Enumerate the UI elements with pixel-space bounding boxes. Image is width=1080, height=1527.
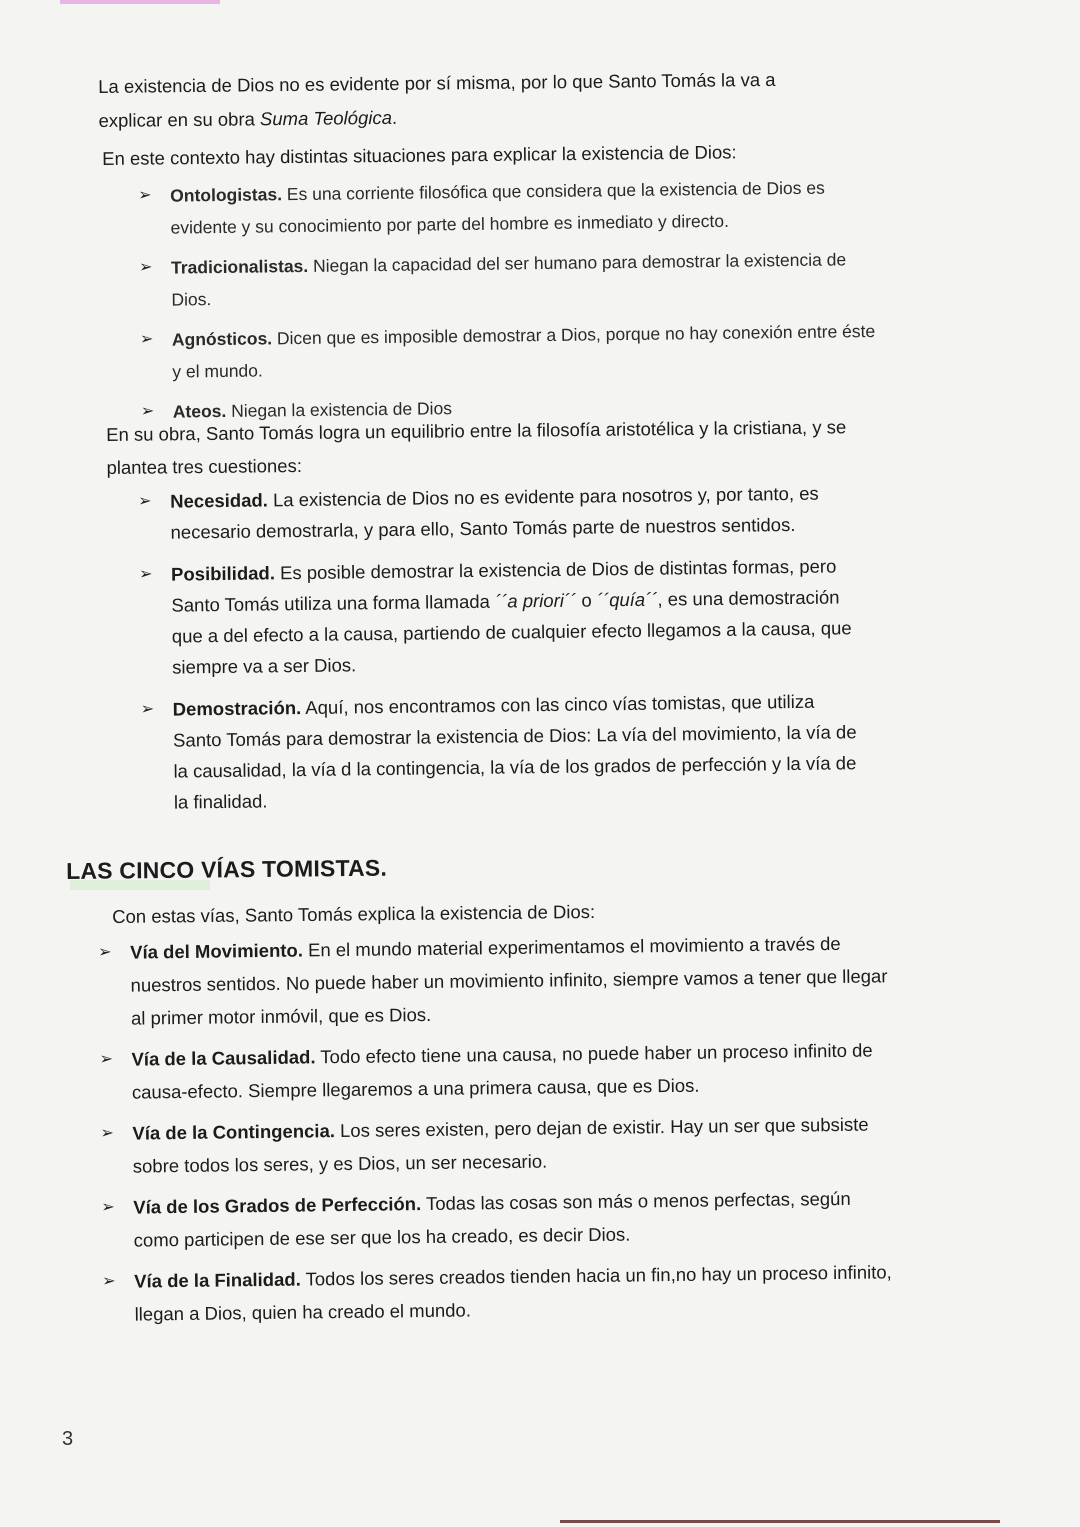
positions-list <box>138 171 881 436</box>
list-item <box>100 1107 891 1183</box>
list-item <box>138 171 879 244</box>
top-decoration <box>60 0 220 4</box>
term-text: Dicen que es imposible demostrar a Dios, porque no hay conexión entre éste y el mundo. <box>172 321 876 382</box>
term-text: En el mundo material experimentamos el movimiento a través de nuestros sentidos. No puede haber un movimiento infinito, siempre vamos a tener que llegar al primer motor inmóvil, que es Dios. <box>130 932 888 1029</box>
term-label: Vía de la Contingencia. <box>132 1120 336 1144</box>
questions-list <box>138 477 862 829</box>
term-text: Todos los seres creados tienden hacia un fin,no hay un proceso infinito, llegan a Dios, quien ha creado el mundo. <box>134 1261 892 1325</box>
list-item <box>102 1255 893 1331</box>
term-text: Aquí, nos encontramos con las cinco vías tomistas, que utiliza Santo Tomás para demostrar la existencia de Dios: La vía del movimiento, la vía de la causalidad, la vía d la contingencia, la vía de los grados de perfección y la vía de la finalidad. <box>172 690 857 813</box>
term-label: Posibilidad. <box>170 562 276 585</box>
list-item <box>141 685 862 818</box>
intro-paragraph <box>98 62 839 138</box>
section-intro: Con estas vías, Santo Tomás explica la existencia de Dios: <box>112 900 596 927</box>
arrow-bullet-icon: ➢ <box>101 1198 115 1216</box>
list-item <box>139 550 860 683</box>
term-text: Los seres existen, pero dejan de existir. Hay un ser que subsiste sobre todos los seres, y es Dios, un ser necesario. <box>132 1113 869 1177</box>
arrow-bullet-icon: ➢ <box>140 402 155 420</box>
intro-text: La existencia de Dios no es evidente por sí misma, por lo que Santo Tomás la va a explicar en su obra <box>98 68 776 131</box>
term-text: Todas las cosas son más o menos perfectas, según como participen de ese ser que los ha creado, es decir Dios. <box>133 1187 851 1251</box>
section-heading: LAS CINCO VÍAS TOMISTAS. <box>66 854 388 884</box>
intro-end: . <box>391 106 398 128</box>
a-priori-term: ´´a priori´´ <box>494 589 577 612</box>
term-label: Demostración. <box>172 697 302 720</box>
list-item <box>138 477 859 548</box>
term-text: Es una corriente filosófica que considera que la existencia de Dios es evidente y su conocimiento por parte del hombre es inmediato y directo. <box>170 177 825 238</box>
arrow-bullet-icon: ➢ <box>99 1050 114 1068</box>
term-label: Vía del Movimiento. <box>130 939 304 963</box>
list-item <box>139 243 880 316</box>
vias-list <box>98 926 893 1339</box>
arrow-bullet-icon: ➢ <box>138 258 153 276</box>
list-item <box>99 1033 890 1109</box>
arrow-bullet-icon: ➢ <box>138 565 153 583</box>
connector-text: o <box>576 589 597 611</box>
term-label: Ontologistas. <box>170 184 283 206</box>
obra-paragraph: En su obra, Santo Tomás logra un equilibrio entre la filosofía aristotélica y la cristiana, y se plantea tres cuestiones: <box>106 416 847 478</box>
list-item <box>98 926 889 1035</box>
term-label: Vía de la Finalidad. <box>134 1268 301 1292</box>
list-item <box>140 315 881 388</box>
term-label: Agnósticos. <box>171 328 273 350</box>
term-text: Niegan la existencia de Dios <box>226 398 453 421</box>
arrow-bullet-icon: ➢ <box>139 330 154 348</box>
term-label: Necesidad. <box>170 489 268 512</box>
arrow-bullet-icon: ➢ <box>98 943 112 961</box>
term-text: La existencia de Dios no es evidente para nosotros y, por tanto, es necesario demostrarla, y para ello, Santo Tomás parte de nuestros sentidos. <box>170 482 819 543</box>
term-label: Vía de la Causalidad. <box>131 1046 316 1070</box>
context-paragraph: En este contexto hay distintas situaciones para explicar la existencia de Dios: <box>102 141 737 169</box>
term-text: Todo efecto tiene una causa, no puede haber un proceso infinito de causa-efecto. Siempre llegaremos a una primera causa, que es Dios. <box>131 1039 873 1103</box>
term-label: Vía de los Grados de Perfección. <box>133 1193 422 1218</box>
list-item <box>101 1181 892 1257</box>
page-number: 3 <box>62 1428 74 1450</box>
arrow-bullet-icon: ➢ <box>102 1272 116 1290</box>
term-label: Ateos. <box>172 400 227 422</box>
arrow-bullet-icon: ➢ <box>100 1124 114 1142</box>
work-title: Suma Teológica <box>259 106 393 130</box>
arrow-bullet-icon: ➢ <box>138 186 152 204</box>
term-text-continued: , es una demostración que a del efecto a la causa, partiendo de cualquier efecto llegamos a la causa, que siempre va a ser Dios. <box>171 586 852 678</box>
term-label: Tradicionalistas. <box>170 255 309 278</box>
arrow-bullet-icon: ➢ <box>138 492 152 510</box>
quia-term: ´´quía´´ <box>596 588 658 611</box>
term-text: Es posible demostrar la existencia de Dios de distintas formas, pero Santo Tomás utiliza una forma llamada <box>171 555 837 616</box>
term-text: Niegan la capacidad del ser humano para demostrar la existencia de Dios. <box>171 249 847 310</box>
arrow-bullet-icon: ➢ <box>140 700 155 718</box>
bottom-decoration <box>560 1520 1000 1523</box>
